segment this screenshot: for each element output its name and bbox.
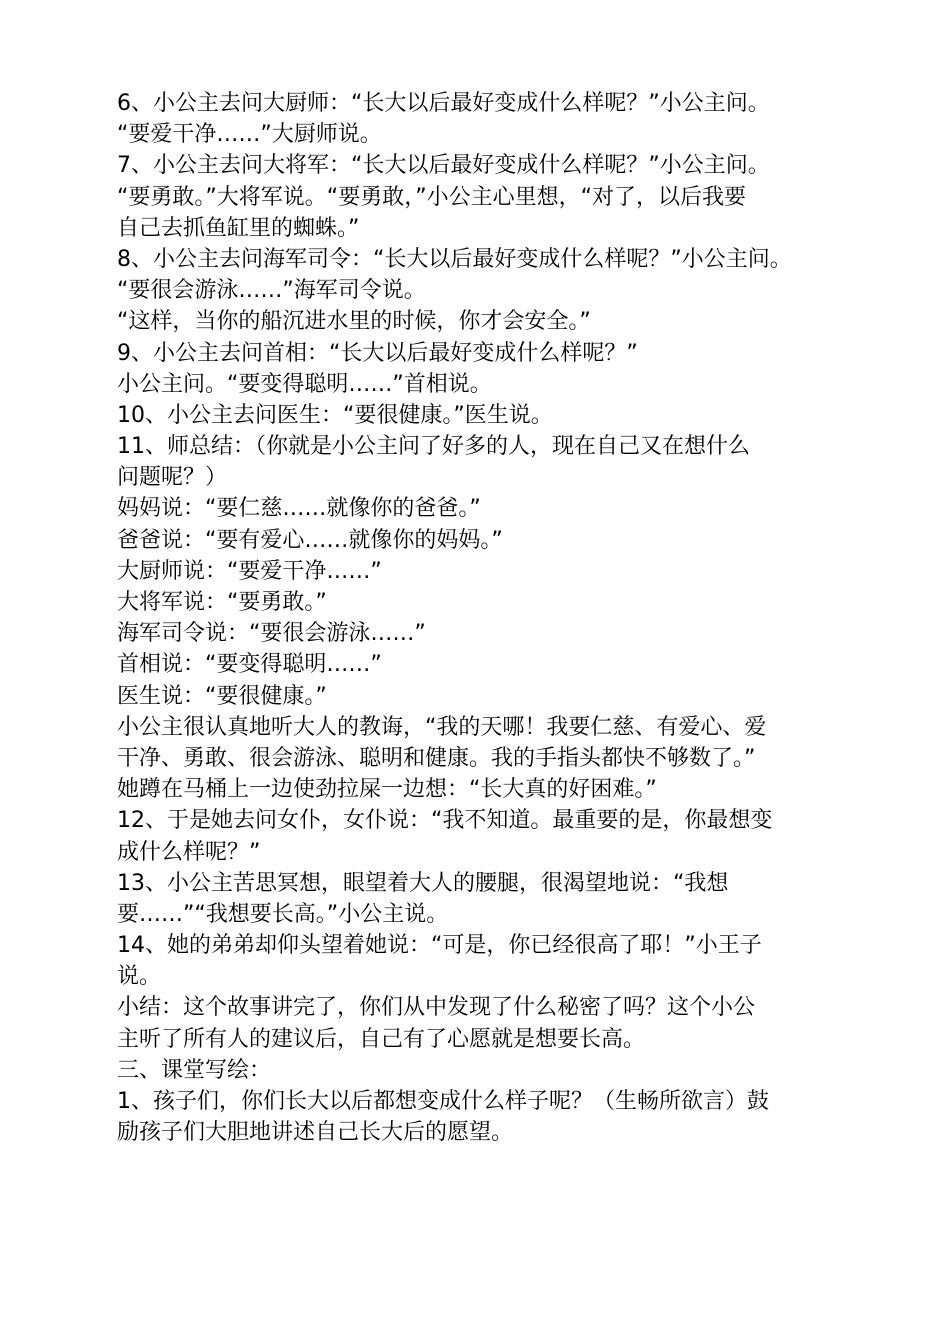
- text-line: 医生说：“要很健康。”: [117, 683, 327, 709]
- text-line: “要爱干净……”大厨师说。: [117, 122, 382, 148]
- text-line: 爸爸说：“要有爱心……就像你的妈妈。”: [117, 527, 503, 553]
- text-line: 6、小公主去问大厨师：“长大以后最好变成什么样呢？”小公主问。: [117, 91, 770, 116]
- text-line: 11、师总结：（你就是小公主问了好多的人，现在自己又在想什么: [117, 434, 750, 460]
- text-line: 小公主很认真地听大人的教诲，“我的天哪！我要仁慈、有爱心、爱: [117, 714, 767, 740]
- text-line: 大厨师说：“要爱干净……”: [117, 558, 382, 584]
- text-line: 小公主问。“要变得聪明……”首相说。: [117, 371, 492, 397]
- text-line: 主听了所有人的建议后，自己有了心愿就是想要长高。: [117, 1026, 646, 1052]
- text-line: 说。: [117, 964, 162, 990]
- text-line: 首相说：“要变得聪明……”: [117, 652, 382, 678]
- text-line: 14、她的弟弟却仰头望着她说：“可是，你已经很高了耶！”小王子: [117, 933, 762, 959]
- text-line: “要勇敢。”大将军说。“要勇敢，”小公主心里想，“对了，以后我要: [117, 184, 746, 210]
- text-line: 1、孩子们，你们长大以后都想变成什么样子呢？（生畅所欲言）鼓: [117, 1089, 769, 1114]
- text-line: 12、于是她去问女仆，女仆说：“我不知道。最重要的是，你最想变: [117, 808, 773, 834]
- text-line: 妈妈说：“要仁慈……就像你的爸爸。”: [117, 496, 481, 522]
- text-line: 成什么样呢？”: [117, 839, 261, 865]
- text-line: 要……”“我想要长高。”小公主说。: [117, 901, 449, 927]
- text-line: “这样，当你的船沉进水里的时候，你才会安全。”: [117, 309, 591, 335]
- text-line: 大将军说：“要勇敢。”: [117, 590, 327, 615]
- text-line: 三、课堂写绘：: [117, 1057, 272, 1083]
- text-line: 问题呢？）: [117, 465, 228, 491]
- text-line: 干净、勇敢、很会游泳、聪明和健康。我的手指头都快不够数了。”: [117, 745, 756, 771]
- text-line: 海军司令说：“要很会游泳……”: [117, 621, 426, 647]
- text-line: 7、小公主去问大将军：“长大以后最好变成什么样呢？”小公主问。: [117, 153, 770, 179]
- text-line: 自己去抓鱼缸里的蜘蛛。”: [117, 215, 360, 241]
- text-line: 8、小公主去问海军司令：“长大以后最好变成什么样呢？”小公主问。: [117, 246, 792, 272]
- text-line: 10、小公主去问医生：“要很健康。”医生说。: [117, 402, 553, 428]
- text-line: 励孩子们大胆地讲述自己长大后的愿望。: [117, 1120, 514, 1146]
- text-line: 13、小公主苦思冥想，眼望着大人的腰腿，很渴望地说：“我想: [117, 870, 729, 896]
- text-line: 9、小公主去问首相：“长大以后最好变成什么样呢？”: [117, 340, 638, 366]
- text-line: 她蹲在马桶上一边使劲拉屎一边想：“长大真的好困难。”: [117, 777, 657, 803]
- text-line: “要很会游泳……”海军司令说。: [117, 278, 426, 304]
- document-body: [117, 88, 837, 1148]
- text-line: 小结：这个故事讲完了，你们从中发现了什么秘密了吗？这个小公: [117, 995, 756, 1021]
